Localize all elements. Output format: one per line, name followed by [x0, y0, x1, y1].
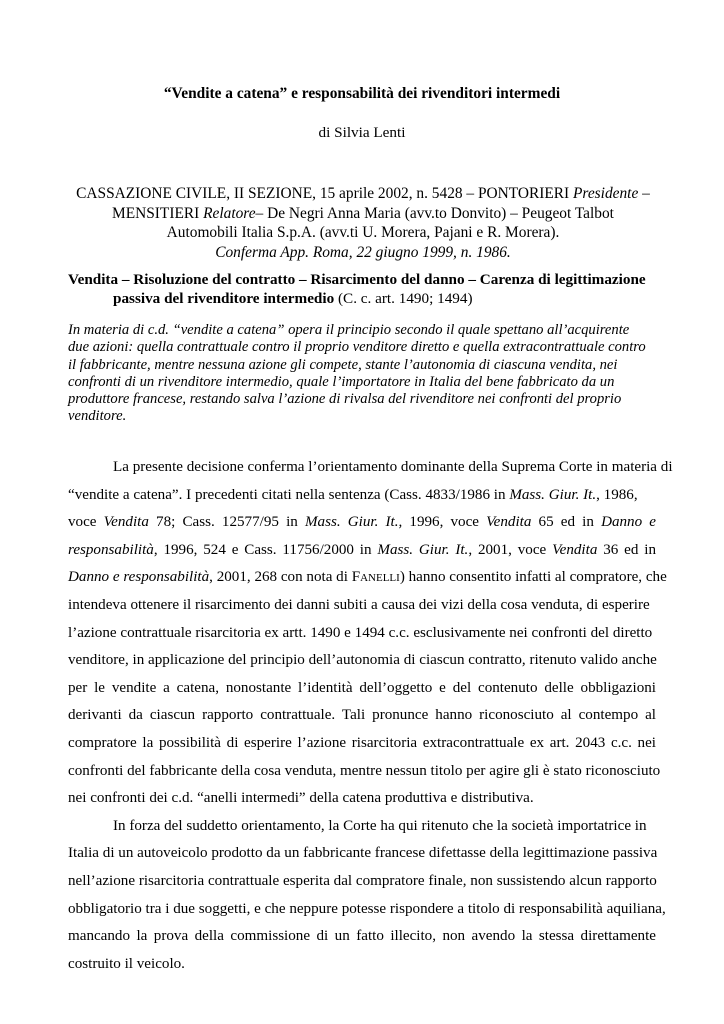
- body-line: nell’azione risarcitoria contrattuale esperita dal compratore finale, non sussistendo alcun rapporto: [68, 872, 657, 889]
- maxim-line: confronti di un rivenditore intermedio, quale l’importatore in Italia del bene fabbricato da un: [68, 373, 615, 390]
- body-line: responsabilità, 1996, 524 e Cass. 11756/2000 in Mass. Giur. It., 2001, voce Vendita 36 ed in: [68, 541, 656, 558]
- article-title: “Vendite a catena” e responsabilità dei rivenditori intermedi: [163, 85, 561, 102]
- maxim-line: In materia di c.d. “vendite a catena” opera il principio secondo il quale spettano all’acquirente: [68, 322, 630, 338]
- commentary-body: [68, 454, 673, 978]
- ruling-citation: [68, 184, 658, 262]
- body-line: Italia di un autoveicolo prodotto da un fabbricante francese difettasse della legittimazione passiva: [68, 845, 658, 862]
- body-line: compratore la possibilità di esperire l’azione risarcitoria extracontrattuale ex art. 2043 c.c. nei: [68, 734, 656, 751]
- ruling-line-2: MENSITIERI Relatore– De Negri Anna Maria (avv.to Donvito) – Peugeot Talbot: [112, 204, 614, 222]
- body-line: “vendite a catena”. I precedenti citati nella sentenza (Cass. 4833/1986 in Mass. Giur. It., 1986,: [68, 486, 638, 503]
- body-line: voce Vendita 78; Cass. 12577/95 in Mass. Giur. It., 1996, voce Vendita 65 ed in Danno e: [68, 514, 656, 531]
- maxim-text: [68, 322, 656, 426]
- ruling-line-1: CASSAZIONE CIVILE, II SEZIONE, 15 aprile 2002, n. 5428 – PONTORIERI Presidente –: [76, 185, 650, 202]
- body-line: nei confronti dei c.d. “anelli intermedi” della catena produttiva e distributiva.: [68, 790, 534, 807]
- body-line: l’azione contrattuale risarcitoria ex artt. 1490 e 1494 c.c. esclusivamente nei confronti del diretto: [68, 624, 653, 641]
- ruling-line-4: Conferma App. Roma, 22 giugno 1999, n. 1986.: [215, 243, 511, 261]
- body-line: mancando la prova della commissione di un fatto illecito, non avendo la stessa direttamente: [68, 928, 656, 945]
- body-line: intendeva ottenere il risarcimento dei danni subiti a causa dei vizi della cosa venduta, di esperire: [68, 596, 650, 613]
- maxim-line: il fabbricante, mentre nessuna azione gli compete, stante l’autonomia di ciascuna vendita, nei: [68, 356, 618, 373]
- body-line: Danno e responsabilità, 2001, 268 con nota di Fanelli) hanno consentito infatti al compratore, che: [68, 569, 667, 586]
- maxim-line: due azioni: quella contrattuale contro il proprio venditore diretto e quella extracontrattuale contro: [68, 339, 646, 356]
- article-author: di Silvia Lenti: [318, 124, 406, 141]
- body-line: obbligatorio tra i due soggetti, e che neppure potesse rispondere a titolo di responsabilità aquiliana,: [68, 900, 666, 917]
- body-line: In forza del suddetto orientamento, la Corte ha qui ritenuto che la società importatrice in: [113, 817, 647, 834]
- maxim-heading: [68, 270, 656, 308]
- body-line: costruito il veicolo.: [68, 955, 185, 972]
- maxim-heading-line-1: Vendita – Risoluzione del contratto – Risarcimento del danno – Carenza di legittimazione: [68, 271, 646, 288]
- body-line: derivanti da ciascun rapporto contrattuale. Tali pronunce hanno riconosciuto al contempo al: [68, 707, 656, 724]
- maxim-heading-line-2: passiva del rivenditore intermedio (C. c. art. 1490; 1494): [113, 290, 473, 307]
- body-line: venditore, in applicazione del principio dell’autonomia di ciascun contratto, ritenuto valido anche: [68, 652, 657, 669]
- body-line: per le vendite a catena, nonostante l’identità dell’oggetto e del contenuto delle obbligazioni: [68, 679, 656, 696]
- maxim-line: venditore.: [68, 408, 127, 425]
- body-line: La presente decisione conferma l’orientamento dominante della Suprema Corte in materia di: [113, 459, 673, 475]
- body-line: confronti del fabbricante della cosa venduta, mentre nessun titolo per agire gli è stato riconosciuto: [68, 762, 661, 779]
- maxim-line: produttore francese, restando salva l’azione di rivalsa del rivenditore nei confronti del proprio: [68, 391, 622, 408]
- ruling-line-3: Automobili Italia S.p.A. (avv.ti U. Morera, Pajani e R. Morera).: [166, 224, 560, 241]
